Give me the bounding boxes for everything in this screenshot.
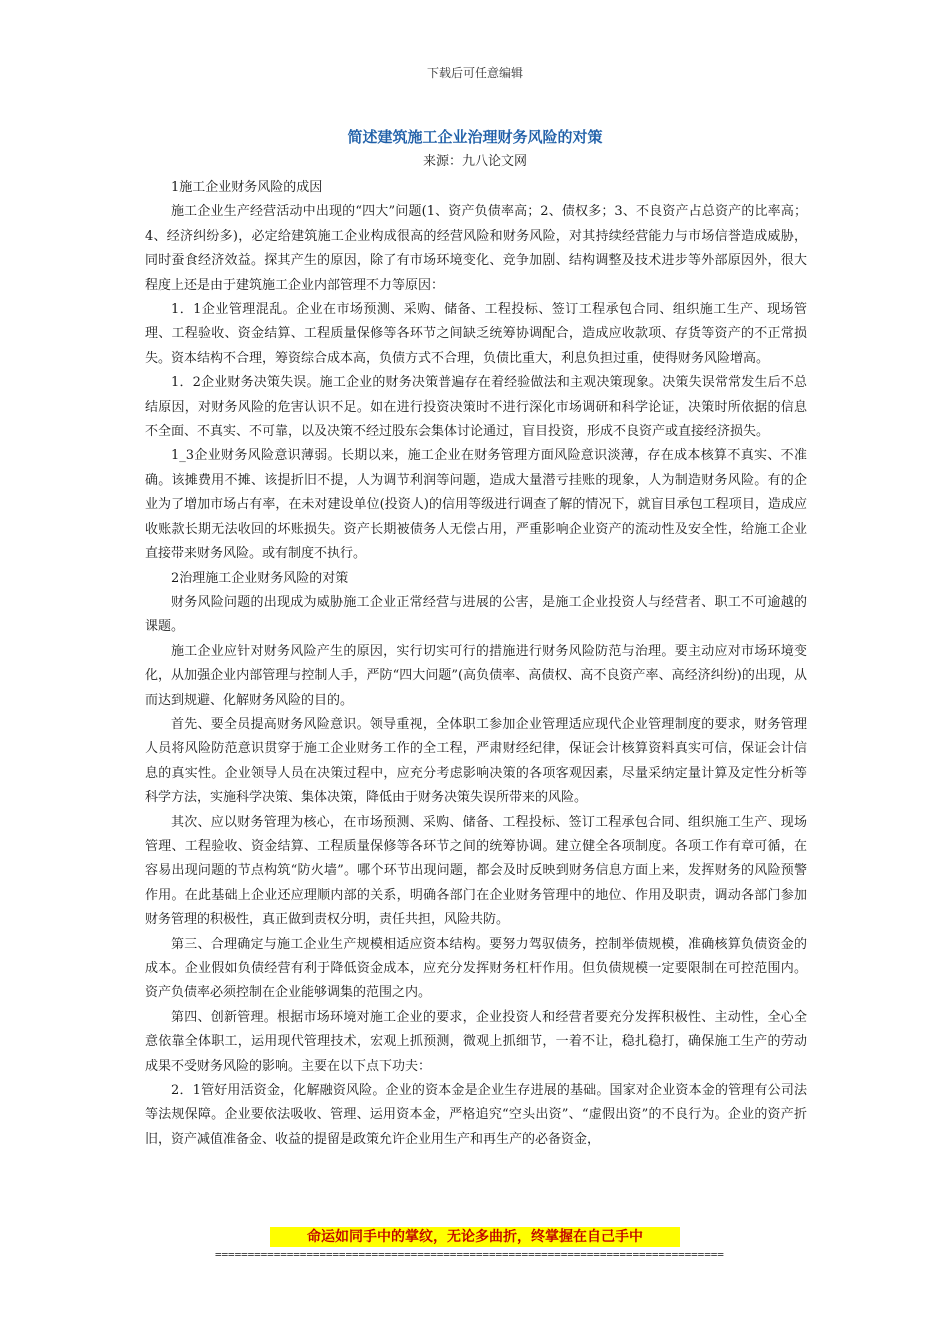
paragraph: 1．2企业财务决策失误。施工企业的财务决策普遍存在着经验做法和主观决策现象。决策失误常常发生后不总结原因，对财务风险的危害认识不足。如在进行投资决策时不进行深化市场调研和科学论证，决策时所依据的信息不全面、不真实、不可靠，以及决策不经过股东会集体讨论通过，盲目投资，形成不良资产或直接经济损失。 bbox=[145, 375, 807, 440]
footer-quote: 命运如同手中的掌纹，无论多曲折，终掌握在自己手中 bbox=[270, 1227, 680, 1247]
paragraph: 施工企业生产经营活动中出现的“四大”问题(1、资产负债率高；2、债权多；3、不良资产占总资产的比率高；4、经济纠纷多)，必定给建筑施工企业构成很高的经营风险和财务风险，对其持续经营能力与市场信誉造成威胁，同时蚕食经济效益。探其产生的原因，除了有市场环境变化、竞争加剧、结构调整及技术进步等外部原因外，很大程度上还是由于建筑施工企业内部管理不力等原因： bbox=[145, 204, 807, 293]
source-line: 来源：九八论文网 bbox=[422, 154, 527, 169]
paragraph: 第三、合理确定与施工企业生产规模相适应资本结构。要努力驾驭债务，控制举债规模，准确核算负债资金的成本。企业假如负债经营有利于降低资金成本，应充分发挥财务杠杆作用。但负债规模一定要限制在可控范围内。资产负债率必须控制在企业能够调集的范围之内。 bbox=[145, 936, 807, 1001]
paragraph: 财务风险问题的出现成为威胁施工企业正常经营与进展的公害，是施工企业投资人与经营者、职工不可逾越的课题。 bbox=[145, 594, 807, 635]
page-title: 简述建筑施工企业治理财务风险的对策 bbox=[347, 128, 603, 146]
article-body bbox=[145, 176, 807, 1152]
paragraph: 2治理施工企业财务风险的对策 bbox=[171, 570, 349, 586]
paragraph: 1．1企业管理混乱。企业在市场预测、采购、储备、工程投标、签订工程承包合同、组织施工生产、现场管理、工程验收、资金结算、工程质量保修等各环节之间缺乏统筹协调配合，造成应收款项、存货等资产的不正常损失。资本结构不合理，筹资综合成本高，负债方式不合理，负债比重大，利息负担过重，使得财务风险增高。 bbox=[145, 302, 807, 366]
paragraph: 第四、创新管理。根据市场环境对施工企业的要求，企业投资人和经营者要充分发挥积极性、主动性，全心全意依靠全体职工，运用现代管理技术，宏观上抓预测，微观上抓细节，一着不让，稳扎稳打，确保施工生产的劳动成果不受财务风险的影响。主要在以下点下功夫： bbox=[145, 1009, 807, 1074]
paragraph: 首先、要全员提高财务风险意识。领导重视，全体职工参加企业管理适应现代企业管理制度的要求，财务管理人员将风险防范意识贯穿于施工企业财务工作的全工程，严肃财经纪律，保证会计核算资料真实可信，保证会计信息的真实性。企业领导人员在决策过程中，应充分考虑影响决策的各项客观因素，尽量采纳定量计算及定性分析等科学方法，实施科学决策、集体决策，降低由于财务决策失误所带来的风险。 bbox=[145, 716, 807, 806]
paragraph: 1施工企业财务风险的成因 bbox=[171, 180, 323, 195]
download-note: 下载后可任意编辑 bbox=[426, 66, 523, 80]
paragraph: 其次、应以财务管理为核心，在市场预测、采购、储备、工程投标、签订工程承包合同、组织施工生产、现场管理、工程验收、资金结算、工程质量保修等各环节之间的统筹协调。建立健全各项制度。各项工作有章可循，在容易出现问题的节点构筑“防火墙”。哪个环节出现问题，都会及时反映到财务信息方面上来，发挥财务的风险预警作用。在此基础上企业还应理顺内部的关系，明确各部门在企业财务管理中的地位、作用及职责，调动各部门参加财务管理的积极性，真正做到责权分明，责任共担，风险共防。 bbox=[145, 814, 807, 928]
footer-rule: ============================================================================== bbox=[215, 1248, 724, 1261]
paragraph: 2．1管好用活资金，化解融资风险。企业的资本金是企业生存进展的基础。国家对企业资本金的管理有公司法等法规保障。企业要依法吸收、管理、运用资本金，严格追究“空头出资”、“虚假出资”的不良行为。企业的资产折旧，资产减值准备金、收益的提留是政策允许企业用生产和再生产的必备资金， bbox=[145, 1083, 807, 1147]
paragraph: 施工企业应针对财务风险产生的原因，实行切实可行的措施进行财务风险防范与治理。要主动应对市场环境变化，从加强企业内部管理与控制人手，严防“四大问题”(高负债率、高债权、高不良资产率、高经济纠纷)的出现，从而达到规避、化解财务风险的目的。 bbox=[145, 643, 807, 708]
paragraph: 1_3企业财务风险意识薄弱。长期以来，施工企业在财务管理方面风险意识淡薄，存在成本核算不真实、不准确。该摊费用不摊、该提折旧不提，人为调节利润等问题，造成大量潜亏挂账的现象，人为制造财务风险。有的企业为了增加市场占有率，在未对建设单位(投资人)的信用等级进行调查了解的情况下，就盲目承包工程项目，造成应收账款长期无法收回的坏账损失。资产长期被债务人无偿占用，严重影响企业资产的流动性及安全性，给施工企业直接带来财务风险。或有制度不执行。 bbox=[145, 448, 807, 562]
